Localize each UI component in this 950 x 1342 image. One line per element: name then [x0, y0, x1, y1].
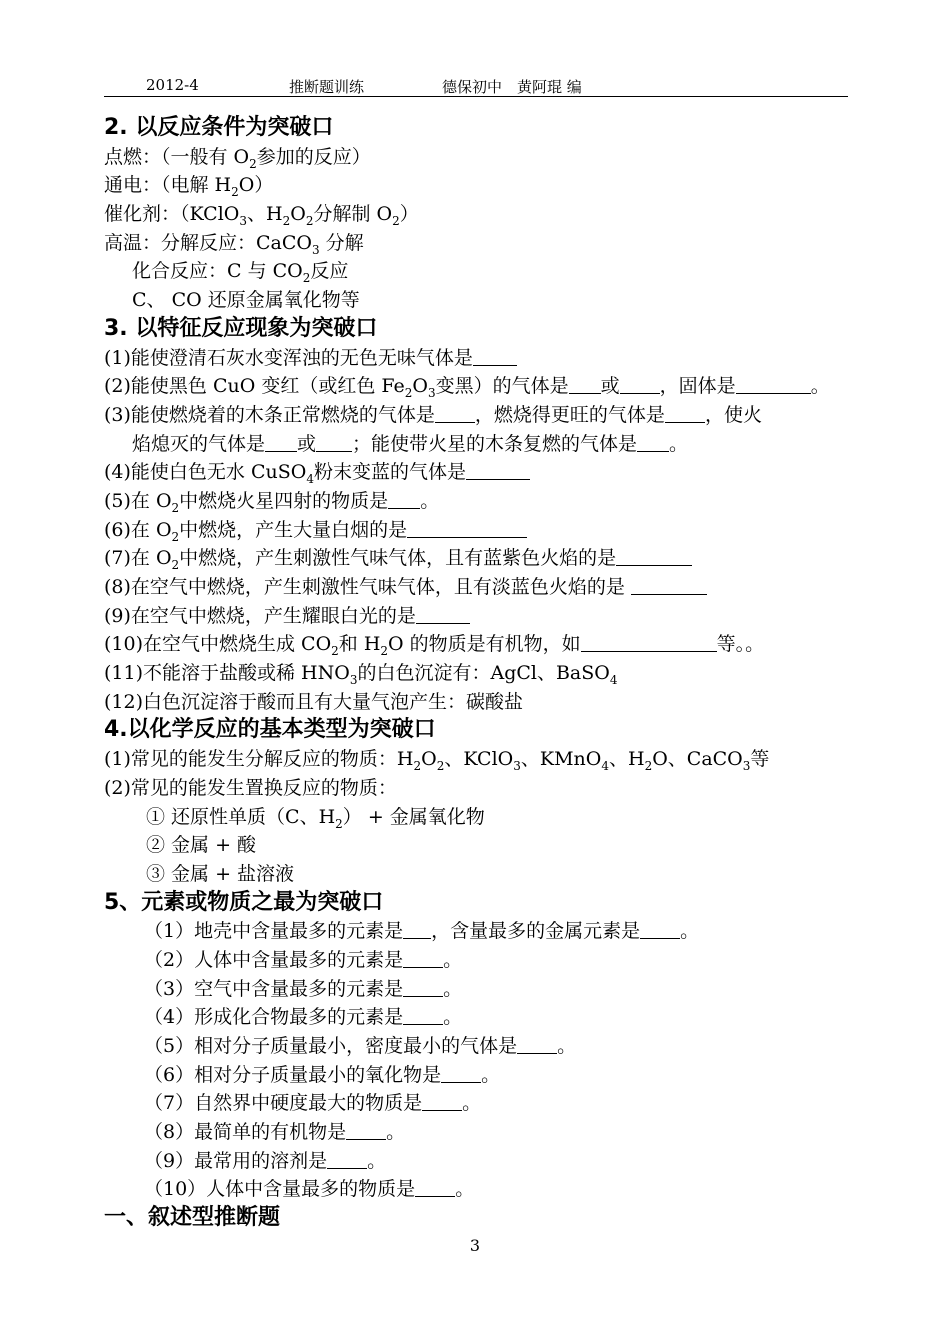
answer-blank[interactable]: [403, 948, 443, 968]
superlative-2: （2）人体中含量最多的元素是 。: [144, 948, 463, 971]
answer-blank[interactable]: [736, 374, 811, 394]
answer-blank[interactable]: [403, 1005, 443, 1025]
answer-blank[interactable]: [665, 403, 705, 423]
answer-blank[interactable]: [403, 919, 431, 939]
answer-blank[interactable]: [415, 1177, 455, 1197]
answer-blank[interactable]: [422, 1091, 462, 1111]
question-11: (11)不能溶于盐酸或稀 $HNO_3$的白色沉淀有：AgCl、BaSO$_4$: [104, 662, 618, 687]
question-10: (10)在空气中燃烧生成 $CO_2$和 $H_2O$ 的物质是有机物，如 等。。: [104, 633, 765, 659]
answer-blank[interactable]: [388, 489, 420, 509]
section-3-heading: 3. 以特征反应现象为突破口: [104, 315, 378, 341]
answer-blank[interactable]: [581, 632, 717, 652]
superlative-7: （7）自然界中硬度最大的物质是 。: [144, 1092, 482, 1115]
question-3: (3)能使燃烧着的木条正常燃烧的气体是 ，燃烧得更旺的气体是 ，使火: [104, 403, 762, 426]
answer-blank[interactable]: [407, 518, 527, 538]
header-title: 推断题训练: [289, 78, 365, 96]
displacement-item-1: ① 还原性单质（C、$H_2$） + 金属氧化物: [146, 805, 485, 831]
answer-blank[interactable]: [403, 977, 443, 997]
decomposition-line: (1)常见的能发生分解反应的物质：$H_2O_2$、KClO$_3$、KMnO$_4$、$H_2O$、CaCO$_3$等: [104, 748, 770, 773]
answer-blank[interactable]: [637, 432, 669, 452]
question-7: (7)在 $O_2$中燃烧，产生刺激性气味气体，且有蓝紫色火焰的是: [104, 544, 864, 573]
section-5-heading: 5、元素或物质之最为突破口: [104, 889, 384, 915]
answer-blank[interactable]: [620, 374, 660, 394]
header-author: 德保初中 黄阿琨 编: [442, 78, 582, 96]
answer-blank[interactable]: [631, 575, 707, 595]
answer-blank[interactable]: [569, 374, 601, 394]
answer-blank[interactable]: [517, 1034, 557, 1054]
condition-combination: 化合反应：C 与 $CO_2$反应: [132, 260, 349, 286]
header-date: 2012-4: [146, 76, 199, 94]
question-9: (9)在空气中燃烧，产生耀眼白光的是: [104, 602, 864, 631]
answer-blank[interactable]: [616, 546, 692, 566]
displacement-line: (2)常见的能发生置换反应的物质：: [104, 776, 397, 799]
condition-catalyst: 催化剂：（KClO$_3$、$H_2O_2$分解制 $O_2$）: [104, 203, 419, 228]
answer-blank[interactable]: [640, 919, 680, 939]
question-1: (1)能使澄清石灰水变浑浊的无色无味气体是: [104, 344, 864, 373]
displacement-item-3: ③ 金属 + 盐溶液: [146, 862, 295, 885]
superlative-8: （8）最简单的有机物是 。: [144, 1121, 406, 1144]
superlative-9: （9）最常用的溶剂是 。: [144, 1149, 387, 1172]
superlative-4: （4）形成化合物最多的元素是 。: [144, 1006, 463, 1029]
section-4-heading: 4.以化学反应的基本类型为突破口: [104, 717, 436, 743]
condition-high-temp: 高温：分解反应：CaCO$_3$ 分解: [104, 231, 364, 257]
answer-blank[interactable]: [473, 346, 517, 366]
page-header: [104, 74, 848, 97]
question-3-cont: 焰熄灭的气体是 或 ；能使带火星的木条复燃的气体是 。: [132, 432, 689, 455]
condition-reduction: C、 CO 还原金属氧化物等: [132, 289, 360, 312]
question-2: (2)能使黑色 CuO 变红（或红色 $Fe_2O_3$变黑）的气体是 或 ，固体是 。: [104, 375, 830, 400]
section-2-heading: 2. 以反应条件为突破口: [104, 115, 334, 140]
condition-electrolysis: 通电：（电解 $H_2O$）: [104, 174, 274, 200]
question-5: (5)在 $O_2$中燃烧火星四射的物质是 。: [104, 489, 440, 515]
superlative-5: （5）相对分子质量最小，密度最小的气体是 。: [144, 1035, 577, 1057]
answer-blank[interactable]: [327, 1149, 367, 1169]
answer-blank[interactable]: [416, 604, 470, 624]
answer-blank[interactable]: [346, 1120, 386, 1140]
answer-blank[interactable]: [316, 432, 352, 452]
answer-blank[interactable]: [435, 403, 475, 423]
condition-ignite: 点燃：（一般有 $O_2$参加的反应）: [104, 145, 371, 171]
superlative-6: （6）相对分子质量最小的氧化物是 。: [144, 1063, 501, 1086]
question-12: (12)白色沉淀溶于酸而且有大量气泡产生：碳酸盐: [104, 690, 524, 713]
question-8: (8)在空气中燃烧，产生刺激性气味气体，且有淡蓝色火焰的是: [104, 573, 864, 602]
page-number: 3: [469, 1236, 481, 1255]
answer-blank[interactable]: [466, 460, 530, 480]
question-4: (4)能使白色无水 CuSO$_4$粉末变蓝的气体是: [104, 458, 864, 487]
document-body: [104, 114, 864, 1233]
question-6: (6)在 $O_2$中燃烧，产生大量白烟的是: [104, 516, 864, 545]
superlative-10: （10）人体中含量最多的物质是 。: [144, 1178, 475, 1201]
superlative-1: （1）地壳中含量最多的元素是 ，含量最多的金属元素是 。: [144, 920, 700, 943]
narrative-section-heading: 一、叙述型推断题: [104, 1205, 281, 1231]
displacement-item-2: ② 金属 + 酸: [146, 834, 257, 857]
answer-blank[interactable]: [441, 1063, 481, 1083]
superlative-3: （3）空气中含量最多的元素是 。: [144, 977, 463, 1000]
answer-blank[interactable]: [265, 432, 297, 452]
